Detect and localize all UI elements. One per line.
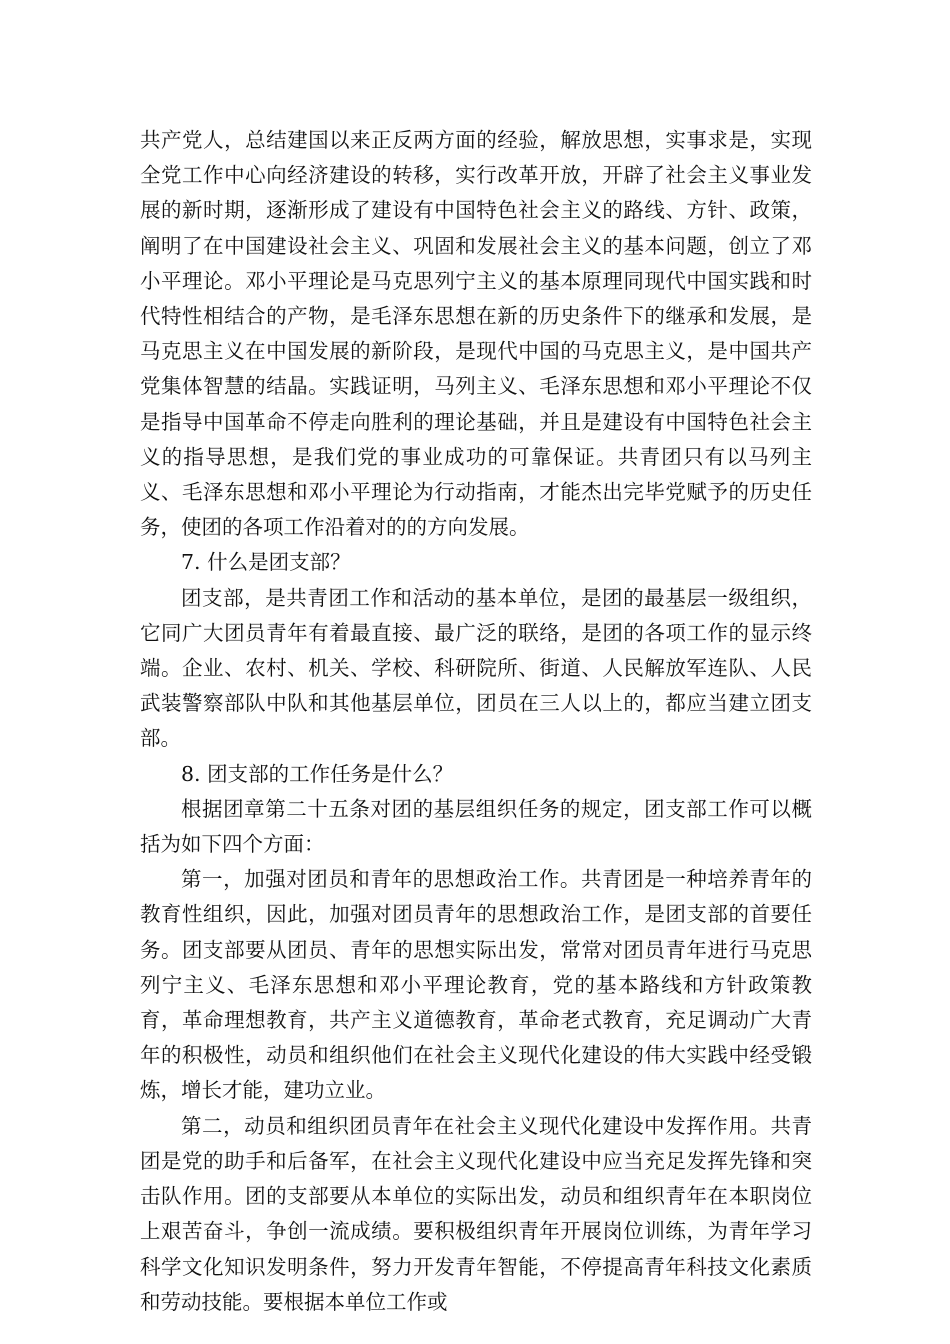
paragraph-task-intro: 根据团章第二十五条对团的基层组织任务的规定，团支部工作可以概括为如下四个方面： [140,796,812,857]
paragraph-body-continuation: 共产党人，总结建国以来正反两方面的经验，解放思想，实事求是，实现全党工作中心向经济建设的转移，实行改革开放，开辟了社会主义事业发展的新时期，逐渐形成了建设有中国特色社会主义的路线、方针、政策，阐明了在中国建设社会主义、巩固和发展社会主义的基本问题，创立了邓小平理论。邓小平理论是马克思列宁主义的基本原理同现代中国实践和时代特性相结合的产物，是毛泽东思想在新的历史条件下的继承和发展，是马克思主义在中国发展的新阶段，是现代中国的马克思主义，是中国共产党集体智慧的结晶。实践证明，马列主义、毛泽东思想和邓小平理论不仅是指导中国革命不停走向胜利的理论基础，并且是建设有中国特色社会主义的指导思想，是我们党的事业成功的可靠保证。共青团只有以马列主义、毛泽东思想和邓小平理论为行动指南，才能杰出完毕党赋予的历史任务，使团的各项工作沿着对的的方向发展。 [140,128,812,540]
paragraph-task-second: 第二，动员和组织团员青年在社会主义现代化建设中发挥作用。共青团是党的助手和后备军，在社会主义现代化建设中应当充足发挥先锋和突击队作用。团的支部要从本单位的实际出发，动员和组织青年在本职岗位上艰苦奋斗，争创一流成绩。要积极组织青年开展岗位训练，为青年学习科学文化知识发明条件，努力开发青年智能，不停提高青年科技文化素质和劳动技能。要根据本单位工作或 [140,1113,812,1314]
paragraph-task-first: 第一，加强对团员和青年的思想政治工作。共青团是一种培养青年的教育性组织，因此，加强对团员青年的思想政治工作，是团支部的首要任务。团支部要从团员、青年的思想实际出发，常常对团员青年进行马克思列宁主义、毛泽东思想和邓小平理论教育，党的基本路线和方针政策教育，革命理想教育，共产主义道德教育，革命老式教育，充足调动广大青年的积极性，动员和组织他们在社会主义现代化建设的伟大实践中经受锻炼，增长才能，建功立业。 [140,867,812,1103]
paragraph-tuanzhibu-definition: 团支部，是共青团工作和活动的基本单位，是团的最基层一级组织，它同广大团员青年有着最直接、最广泛的联络，是团的各项工作的显示终端。企业、农村、机关、学校、科研院所、街道、人民解放军连队、人民武装警察部队中队和其他基层单位，团员在三人以上的，都应当建立团支部。 [140,585,812,751]
document-body [140,123,812,1320]
question-heading-8: 8. 团支部的工作任务是什么？ [181,761,454,786]
question-heading-7: 7. 什么是团支部？ [181,550,351,575]
